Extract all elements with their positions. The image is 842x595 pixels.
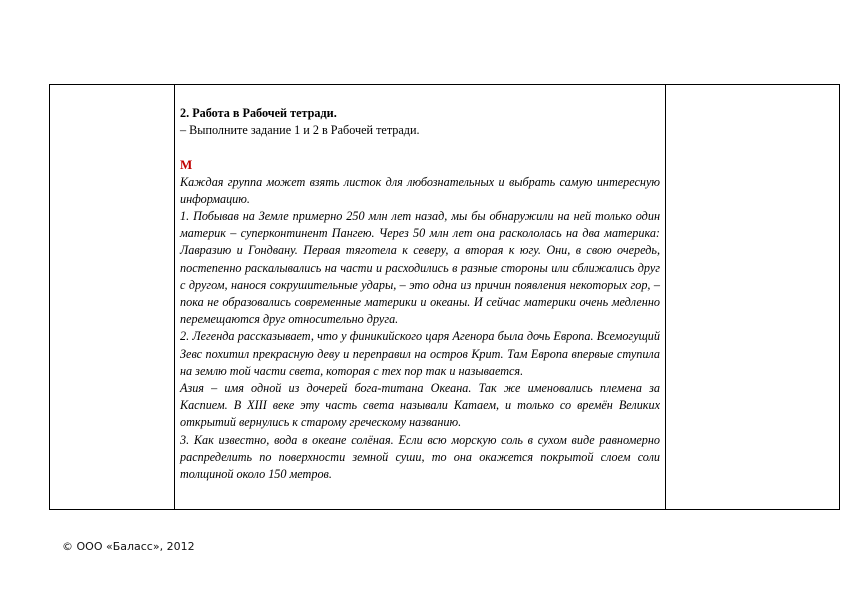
fact-paragraph-3: 3. Как известно, вода в океане солёная. Если всю морскую соль в сухом виде равномерно распределить по поверхности земной суши, то она окажется покрытой слоем соли толщиной около 150 метров.: [180, 432, 660, 482]
column-divider-left: [174, 85, 175, 509]
section-heading: 2. Работа в Рабочей тетради.: [180, 106, 337, 120]
instruction-text: – Выполните задание 1 и 2 в Рабочей тетради.: [180, 123, 420, 138]
lesson-cell: [180, 105, 660, 483]
fact-paragraph-asia: Азия – имя одной из дочерей бога-титана Океана. Так же именовались племена за Каспием. В XIII веке эту часть света называли Катаем, и только со времён Великих открытий вернулись к старому греческому названию.: [180, 381, 660, 430]
copyright-footer: © ООО «Баласс», 2012: [62, 540, 195, 553]
intro-paragraph: Каждая группа может взять листок для любознательных и выбрать самую интересную информацию.: [180, 174, 660, 206]
fact-paragraph-1: 1. Побывав на Земле примерно 250 млн лет назад, мы бы обнаружили на ней только один материк – суперконтинент Пангею. Через 50 млн лет она раскололась на два материка: Лавразию и Гондвану. Первая тяготела к северу, а вторая к югу. Они, в свою очередь, постепенно раскалывались на части и расходились в разные стороны или сближались друг с другом, нанося сокрушительные удары, – это одна из причин появления некоторых гор, – пока не образовались современные материки и океаны. И сейчас материки очень медленно перемещаются друг относительно друга.: [180, 209, 660, 327]
marker-letter: М: [180, 157, 193, 173]
lesson-table: [49, 84, 840, 510]
blank-line: [180, 139, 660, 156]
column-divider-right: [665, 85, 666, 509]
fact-paragraph-2: 2. Легенда рассказывает, что у финикийского царя Агенора была дочь Европа. Всемогущий Зевс похитил прекрасную деву и переправил на остров Крит. Там Европа впервые ступила на землю той части света, которая с тех пор так и называется.: [180, 329, 660, 378]
